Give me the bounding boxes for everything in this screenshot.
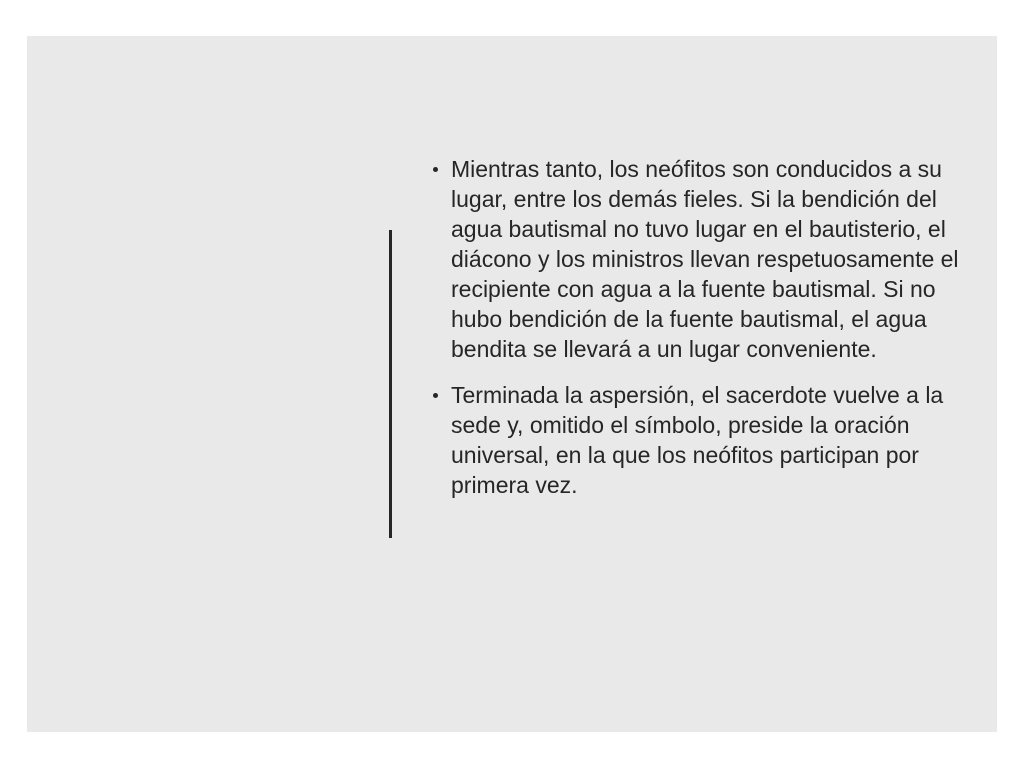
slide [27,36,997,732]
bullet-dot-icon [433,167,438,172]
bullet-item [431,154,971,364]
bullet-list [431,154,971,516]
bullet-text: Terminada la aspersión, el sacerdote vuelve a la sede y, omitido el símbolo, preside la oración universal, en la que los neófitos participan por primera vez. [451,382,944,498]
bullet-item [431,380,971,500]
bullet-text: Mientras tanto, los neófitos son conducidos a su lugar, entre los demás fieles. Si la bendición del agua bautismal no tuvo lugar en el bautisterio, el diácono y los ministros llevan respetuosamente el recipiente con agua a la fuente bautismal. Si no hubo bendición de la fuente bautismal, el agua bendita se llevará a un lugar conveniente. [451,156,959,362]
vertical-divider [389,230,392,538]
bullet-dot-icon [433,393,438,398]
